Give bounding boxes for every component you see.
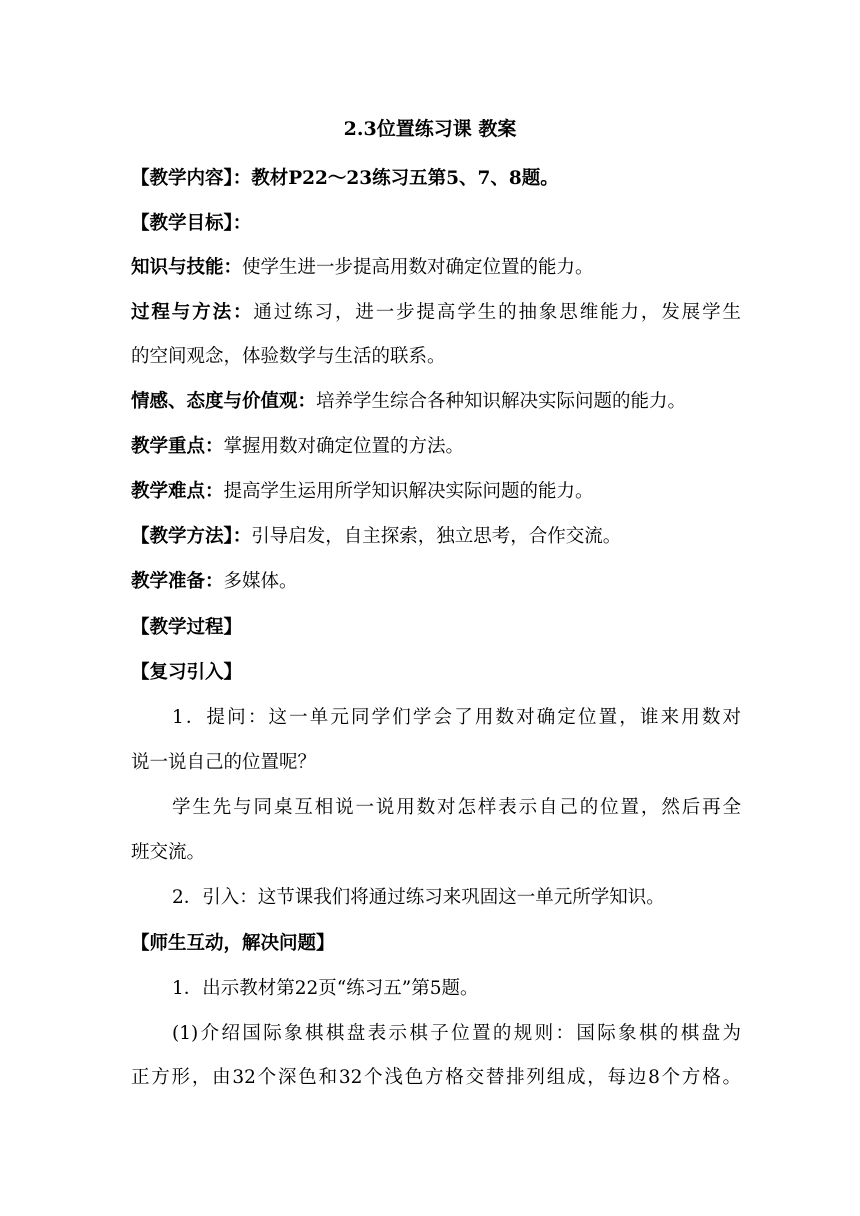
review-paragraph-2-line-1: 学生先与同桌互相说一说用数对怎样表示自己的位置，然后再全 (172, 797, 741, 818)
teaching-method-text: 引导启发，自主探索，独立思考，合作交流。 (251, 526, 622, 547)
key-point-text: 掌握用数对确定位置的方法。 (223, 436, 465, 457)
preparation-line (131, 570, 741, 594)
interaction-paragraph-2-line-1: (1)介绍国际象棋棋盘表示棋子位置的规则：国际象棋的棋盘为 (172, 1023, 741, 1044)
skill-text: 使学生进一步提高用数对确定位置的能力。 (242, 257, 594, 278)
difficult-point-text: 提高学生运用所学知识解决实际问题的能力。 (223, 481, 594, 502)
procedure-heading: 【教学过程】 (131, 617, 243, 638)
emotion-text: 培养学生综合各种知识解决实际问题的能力。 (316, 391, 687, 412)
review-paragraph-3: 2．引入：这节课我们将通过练习来巩固这一单元所学知识。 (172, 887, 665, 908)
teaching-method-label: 【教学方法】： (131, 526, 252, 547)
process-line-2 (131, 345, 741, 369)
document-title: 2.3位置练习课 教案 (343, 118, 517, 140)
emotion-label: 情感、态度与价值观： (131, 391, 317, 412)
process-text-2: 的空间观念，体验数学与生活的联系。 (131, 346, 446, 367)
teaching-goals-line (131, 212, 741, 236)
difficult-point-label: 教学难点： (131, 481, 224, 502)
skill-line (131, 256, 741, 280)
teaching-goals-label: 【教学目标】： (131, 213, 252, 234)
review-paragraph-1-line-2: 说一说自己的位置呢？ (131, 752, 317, 773)
review-paragraph-2-line-2: 班交流。 (131, 842, 206, 863)
interaction-heading: 【师生互动，解决问题】 (131, 933, 335, 954)
process-line-1 (131, 301, 741, 325)
review-heading: 【复习引入】 (131, 662, 243, 683)
teaching-content-line (131, 167, 741, 191)
preparation-text: 多媒体。 (223, 571, 298, 592)
teaching-content-label: 【教学内容】： (131, 168, 252, 189)
difficult-point-line (131, 480, 741, 504)
emotion-line (131, 390, 741, 414)
teaching-content-text: 教材P22～23练习五第5、7、8题。 (251, 168, 559, 189)
interaction-paragraph-1: 1．出示教材第22页“练习五”第5题。 (172, 978, 479, 999)
process-text-1: 通过练习，进一步提高学生的抽象思维能力，发展学生 (253, 302, 741, 323)
skill-label: 知识与技能： (131, 257, 243, 278)
key-point-line (131, 435, 741, 459)
interaction-paragraph-2-line-2: 正方形，由32个深色和32个浅色方格交替排列组成，每边8个方格。 (131, 1067, 741, 1088)
process-label: 过程与方法： (131, 302, 254, 323)
teaching-method-line (131, 525, 741, 549)
review-paragraph-1-line-1: 1．提问：这一单元同学们学会了用数对确定位置，谁来用数对 (172, 707, 741, 728)
preparation-label: 教学准备： (131, 571, 224, 592)
key-point-label: 教学重点： (131, 436, 224, 457)
